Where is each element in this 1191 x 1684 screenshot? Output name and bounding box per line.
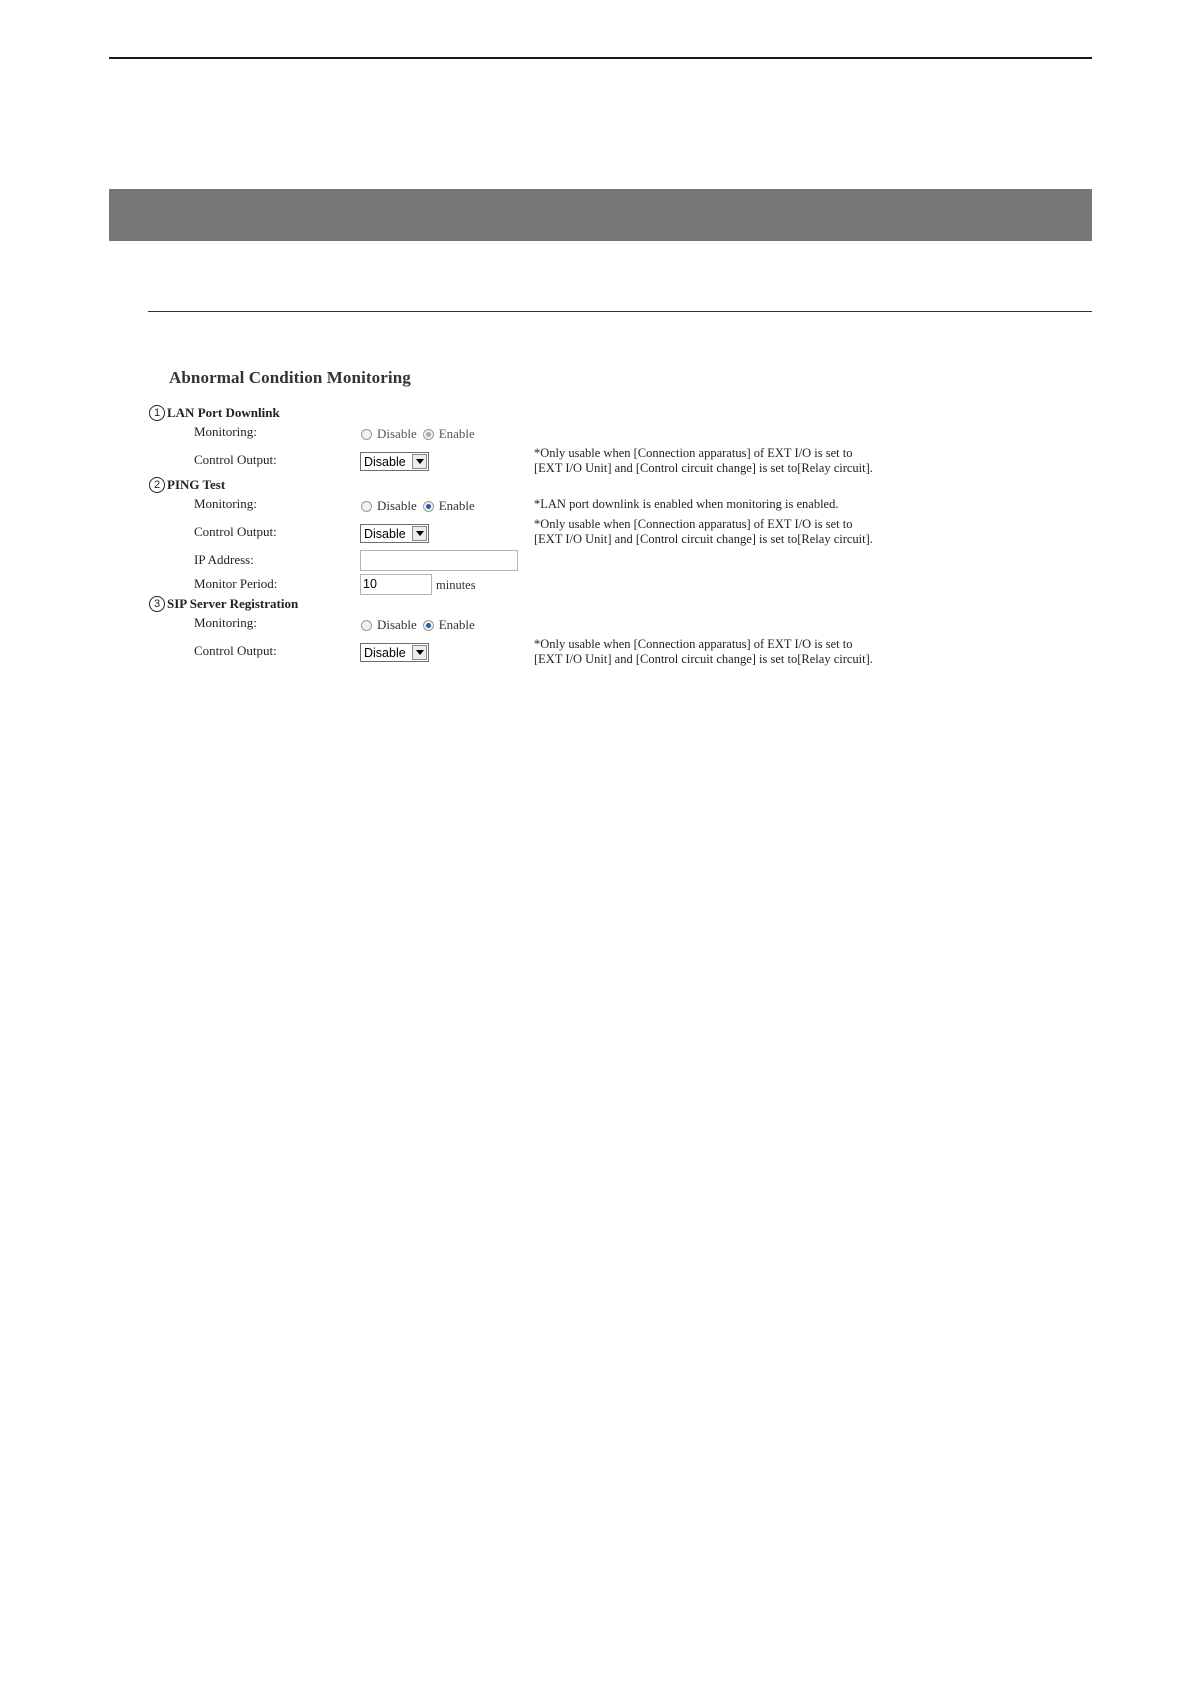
circled-number-icon: 1	[149, 405, 165, 421]
sip-monitoring-disable-radio[interactable]	[361, 620, 372, 631]
note-line: *Only usable when [Connection apparatus] of EXT I/O is set to	[534, 517, 853, 531]
sip-control-output-note	[534, 637, 873, 667]
note-line: [EXT I/O Unit] and [Control circuit change] is set to[Relay circuit].	[534, 532, 873, 546]
ping-monitoring-radio-group	[361, 498, 475, 514]
monitoring-label: Monitoring:	[194, 424, 257, 439]
note-line: *Only usable when [Connection apparatus] of EXT I/O is set to	[534, 637, 853, 651]
monitoring-label: Monitoring:	[194, 615, 257, 630]
sip-monitoring-enable-radio[interactable]	[423, 620, 434, 631]
ping-monitoring-disable-radio[interactable]	[361, 501, 372, 512]
section-heading-sip-server-registration	[149, 596, 298, 612]
circled-number-icon: 2	[149, 477, 165, 493]
panel-title: Abnormal Condition Monitoring	[169, 368, 411, 387]
chevron-down-icon[interactable]	[412, 645, 427, 660]
lan-control-output-note	[534, 446, 873, 476]
chevron-down-icon[interactable]	[412, 454, 427, 469]
ping-control-output-select[interactable]	[360, 524, 429, 543]
circled-number-icon: 3	[149, 596, 165, 612]
sip-monitoring-radio-group	[361, 617, 475, 633]
ping-control-output-note	[534, 517, 873, 547]
ping-monitoring-note: *LAN port downlink is enabled when monitoring is enabled.	[534, 497, 839, 511]
sip-control-output-select[interactable]	[360, 643, 429, 662]
note-line: *Only usable when [Connection apparatus] of EXT I/O is set to	[534, 446, 853, 460]
chevron-down-icon[interactable]	[412, 526, 427, 541]
lan-control-output-select[interactable]	[360, 452, 429, 471]
radio-label: Enable	[438, 498, 475, 513]
note-line: [EXT I/O Unit] and [Control circuit change] is set to[Relay circuit].	[534, 652, 873, 666]
lan-monitoring-disable-radio[interactable]	[361, 429, 372, 440]
monitoring-label: Monitoring:	[194, 496, 257, 511]
select-value: Disable	[364, 454, 406, 469]
monitor-period-input[interactable]: 10	[360, 574, 432, 595]
radio-label: Disable	[377, 498, 417, 513]
settings-panel	[0, 0, 1191, 700]
section-heading-ping-test	[149, 477, 225, 493]
ip-address-label: IP Address:	[194, 552, 254, 567]
section-heading-lan-port-downlink	[149, 405, 280, 421]
monitor-period-label: Monitor Period:	[194, 576, 278, 591]
control-output-label: Control Output:	[194, 643, 277, 658]
control-output-label: Control Output:	[194, 524, 277, 539]
radio-label: Enable	[438, 426, 475, 441]
radio-label: Enable	[438, 617, 475, 632]
monitor-period-unit: minutes	[436, 578, 476, 592]
radio-label: Disable	[377, 617, 417, 632]
radio-label: Disable	[377, 426, 417, 441]
section-heading-label: LAN Port Downlink	[167, 405, 280, 420]
lan-monitoring-radio-group	[361, 426, 475, 442]
select-value: Disable	[364, 645, 406, 660]
select-value: Disable	[364, 526, 406, 541]
note-line: [EXT I/O Unit] and [Control circuit change] is set to[Relay circuit].	[534, 461, 873, 475]
control-output-label: Control Output:	[194, 452, 277, 467]
ping-monitoring-enable-radio[interactable]	[423, 501, 434, 512]
section-heading-label: PING Test	[167, 477, 226, 492]
lan-monitoring-enable-radio[interactable]	[423, 429, 434, 440]
section-heading-label: SIP Server Registration	[167, 596, 299, 611]
ip-address-input[interactable]	[360, 550, 518, 571]
